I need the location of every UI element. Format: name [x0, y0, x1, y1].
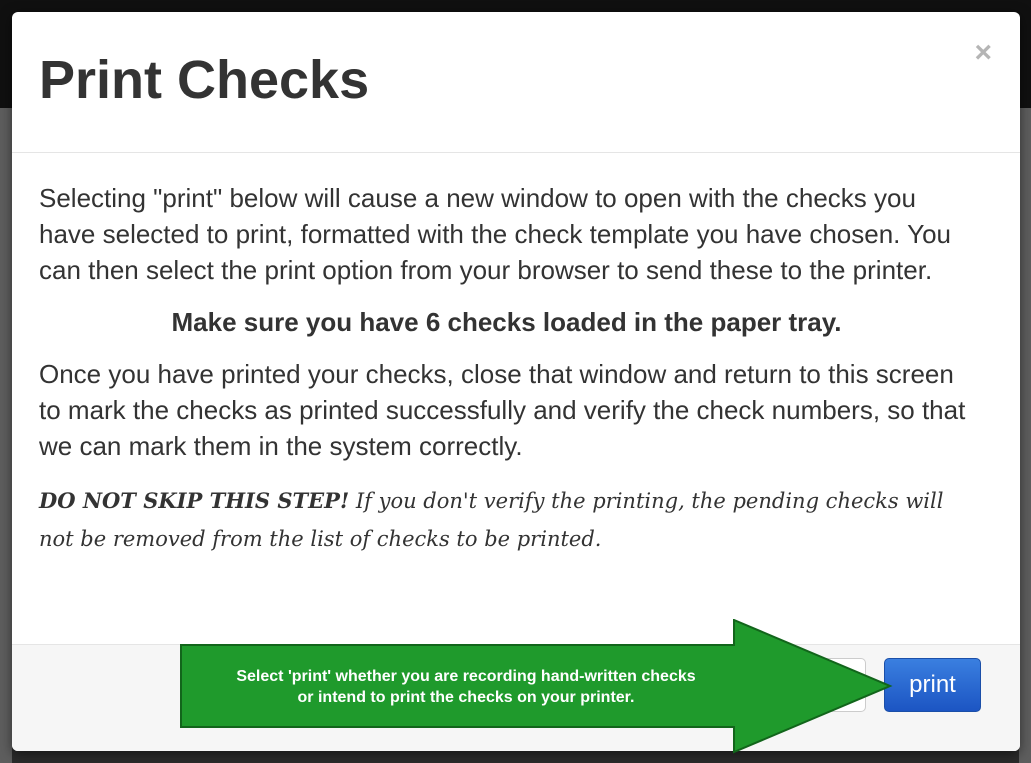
callout-text — [186, 666, 746, 708]
modal-title: Print Checks — [39, 50, 370, 110]
intro-text: Selecting "print" below will cause a new window to open with the checks you have selected to print, formatted with the check template you have chosen. You can then select the print option from your browser to send these to the printer. — [39, 183, 952, 285]
paper-tray-notice: Make sure you have 6 checks loaded in the paper tray. — [171, 307, 842, 337]
instructions-text: Once you have printed your checks, close that window and return to this screen to mark the checks as printed successfully and verify the check numbers, so that we can mark them in the system correctly. — [39, 359, 966, 461]
callout-line-1: Select 'print' whether you are recording hand-written checks — [236, 668, 696, 685]
warning-text — [39, 482, 974, 558]
print-button[interactable]: print — [884, 658, 981, 712]
warning-bold: DO NOT SKIP THIS STEP! — [39, 488, 350, 513]
warning-rest: If you don't verify the printing, the pending checks will not be removed from the list of checks to be printed. — [39, 489, 944, 551]
close-icon[interactable]: × — [974, 36, 992, 69]
background-page-left — [0, 108, 12, 763]
background-page-right — [1019, 108, 1031, 763]
modal-body — [39, 180, 974, 558]
callout-line-2: or intend to print the checks on your printer. — [297, 689, 635, 706]
modal-header — [12, 12, 1020, 153]
